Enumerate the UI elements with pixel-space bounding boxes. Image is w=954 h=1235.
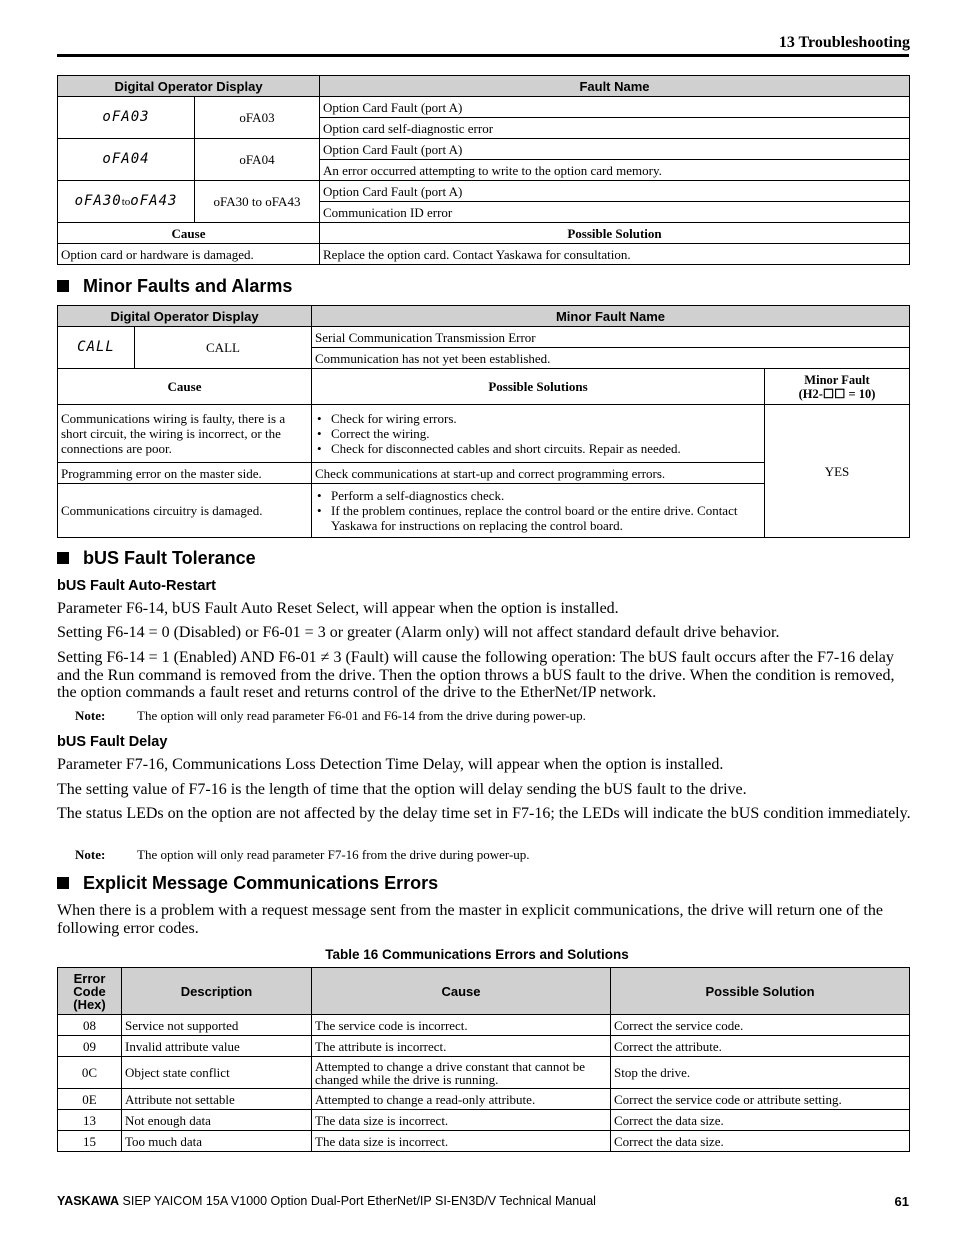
error-cause: The service code is incorrect. <box>312 1015 611 1036</box>
footer-doc-title <box>57 1194 596 1208</box>
minor-fault-header-line1: Minor Fault <box>804 372 870 387</box>
section-title-explicit-errors <box>57 873 438 894</box>
error-description: Service not supported <box>122 1015 312 1036</box>
error-cause: Attempted to change a drive constant that cannot be changed while the drive is running. <box>312 1057 611 1089</box>
segment-start: oFA30 <box>74 192 122 209</box>
fault-code: CALL <box>135 327 312 369</box>
solutions-cell <box>312 405 765 463</box>
subsection-title-auto-restart: bUS Fault Auto-Restart <box>57 578 216 594</box>
fault-table <box>57 75 910 265</box>
col-header-minor-fault-name: Minor Fault Name <box>312 306 910 327</box>
error-cause: The data size is incorrect. <box>312 1131 611 1152</box>
error-solution: Correct the attribute. <box>611 1036 910 1057</box>
error-description: Invalid attribute value <box>122 1036 312 1057</box>
note-label: Note: <box>75 847 106 862</box>
solution-item: • Perform a self-diagnostics check. <box>315 488 761 503</box>
minor-fault-header <box>765 369 910 405</box>
fault-desc: Communication has not yet been established. <box>312 348 910 369</box>
error-description: Too much data <box>122 1131 312 1152</box>
cause-header: Cause <box>58 369 312 405</box>
paragraph: When there is a problem with a request message sent from the master in explicit communications, the drive will return one of the following error codes. <box>57 902 883 937</box>
error-cause: Attempted to change a read-only attribute. <box>312 1089 611 1110</box>
minor-fault-header-line2: (H2-☐☐ = 10) <box>798 386 876 401</box>
section-bullet-icon <box>57 877 69 889</box>
error-code: 13 <box>58 1110 122 1131</box>
solutions-cell <box>312 484 765 538</box>
solution-item: • Check for wiring errors. <box>315 411 761 426</box>
error-code-table <box>57 967 910 1152</box>
error-code: 08 <box>58 1015 122 1036</box>
error-code: 0E <box>58 1089 122 1110</box>
solution-item: • Correct the wiring. <box>315 426 761 441</box>
error-description: Attribute not settable <box>122 1089 312 1110</box>
paragraph: The setting value of F7-16 is the length of time that the option will delay sending the bUS fault to the drive. <box>57 781 747 798</box>
col-header-error-code: Error Code (Hex) <box>58 968 122 1015</box>
section-bullet-icon <box>57 552 69 564</box>
segment-display: CALL <box>58 327 135 369</box>
page-number: 61 <box>894 1194 909 1209</box>
solution-cell: Check communications at start-up and correct programming errors. <box>312 463 765 484</box>
fault-name: Serial Communication Transmission Error <box>312 327 910 348</box>
subsection-title-fault-delay: bUS Fault Delay <box>57 734 168 750</box>
table-caption: Table 16 Communications Errors and Solutions <box>325 947 629 962</box>
note <box>75 847 530 863</box>
section-title-minor-faults <box>57 276 292 297</box>
col-header-display: Digital Operator Display <box>58 306 312 327</box>
col-header-description: Description <box>122 968 312 1015</box>
minor-fault-table <box>57 305 910 538</box>
section-bullet-icon <box>57 280 69 292</box>
cause-header: Cause <box>58 223 320 244</box>
section-header: 13 Troubleshooting <box>778 34 910 51</box>
solutions-header: Possible Solutions <box>312 369 765 405</box>
paragraph: Setting F6-14 = 1 (Enabled) AND F6-01 ≠ 3 (Fault) will cause the following operation: The bUS fault occurs after the F7-16 delay and the Run command is removed from the drive. Then the option throws a bUS fault to the drive. When the condition is removed, the option commands a fault reset and returns control of the drive to the EtherNet/IP network. <box>57 649 895 701</box>
minor-fault-yes: YES <box>765 405 910 538</box>
segment-display: oFA04 <box>58 139 195 181</box>
fault-desc: An error occurred attempting to write to the option card memory. <box>320 160 910 181</box>
fault-desc: Option card self-diagnostic error <box>320 118 910 139</box>
fault-name: Option Card Fault (port A) <box>320 97 910 118</box>
fault-code: oFA30 to oFA43 <box>195 181 320 223</box>
col-header-fault-name: Fault Name <box>320 76 910 97</box>
paragraph: Parameter F6-14, bUS Fault Auto Reset Select, will appear when the option is installed. <box>57 600 619 617</box>
footer-brand: YASKAWA <box>57 1194 120 1208</box>
header-rule <box>57 54 909 57</box>
error-solution: Stop the drive. <box>611 1057 910 1089</box>
segment-display-range <box>58 181 195 223</box>
note-text: The option will only read parameter F7-16 from the drive during power-up. <box>137 847 530 862</box>
error-solution: Correct the data size. <box>611 1110 910 1131</box>
col-header-display: Digital Operator Display <box>58 76 320 97</box>
error-description: Object state conflict <box>122 1057 312 1089</box>
error-code: 15 <box>58 1131 122 1152</box>
col-header-cause: Cause <box>312 968 611 1015</box>
paragraph: Setting F6-14 = 0 (Disabled) or F6-01 = 3 or greater (Alarm only) will not affect standard default drive behavior. <box>57 624 780 641</box>
error-cause: The attribute is incorrect. <box>312 1036 611 1057</box>
error-solution: Correct the service code or attribute setting. <box>611 1089 910 1110</box>
cause-cell: Communications wiring is faulty, there is a short circuit, the wiring is incorrect, or the connections are poor. <box>58 405 312 463</box>
section-title-text: Minor Faults and Alarms <box>83 276 293 296</box>
solution-item: • Check for disconnected cables and short circuits. Repair as needed. <box>315 441 761 456</box>
section-title-text: bUS Fault Tolerance <box>83 548 256 568</box>
solution-item: • If the problem continues, replace the control board or the entire drive. Contact Yaskawa for instructions on replacing the control board. <box>315 503 761 533</box>
note <box>75 708 586 724</box>
paragraph: The status LEDs on the option are not affected by the delay time set in F7-16; the LEDs will indicate the bUS condition immediately. <box>57 805 911 822</box>
col-header-possible-solution: Possible Solution <box>611 968 910 1015</box>
segment-end: oFA43 <box>130 192 178 209</box>
fault-name: Option Card Fault (port A) <box>320 181 910 202</box>
fault-desc: Communication ID error <box>320 202 910 223</box>
fault-name: Option Card Fault (port A) <box>320 139 910 160</box>
solution-header: Possible Solution <box>320 223 910 244</box>
note-label: Note: <box>75 708 106 723</box>
segment-to: to <box>121 195 131 208</box>
error-solution: Correct the data size. <box>611 1131 910 1152</box>
error-code: 09 <box>58 1036 122 1057</box>
cause-cell: Communications circuitry is damaged. <box>58 484 312 538</box>
error-code: 0C <box>58 1057 122 1089</box>
cause-cell: Programming error on the master side. <box>58 463 312 484</box>
segment-display: oFA03 <box>58 97 195 139</box>
footer-doc: SIEP YAICOM 15A V1000 Option Dual-Port EtherNet/IP SI-EN3D/V Technical Manual <box>122 1194 596 1208</box>
error-cause: The data size is incorrect. <box>312 1110 611 1131</box>
fault-code: oFA03 <box>195 97 320 139</box>
solution-cell: Replace the option card. Contact Yaskawa for consultation. <box>320 244 910 265</box>
section-title-bus-fault <box>57 548 256 569</box>
cause-cell: Option card or hardware is damaged. <box>58 244 320 265</box>
fault-code: oFA04 <box>195 139 320 181</box>
section-title-text: Explicit Message Communications Errors <box>83 873 439 893</box>
paragraph: Parameter F7-16, Communications Loss Detection Time Delay, will appear when the option is installed. <box>57 756 724 773</box>
error-solution: Correct the service code. <box>611 1015 910 1036</box>
error-description: Not enough data <box>122 1110 312 1131</box>
note-text: The option will only read parameter F6-01 and F6-14 from the drive during power-up. <box>137 708 586 723</box>
